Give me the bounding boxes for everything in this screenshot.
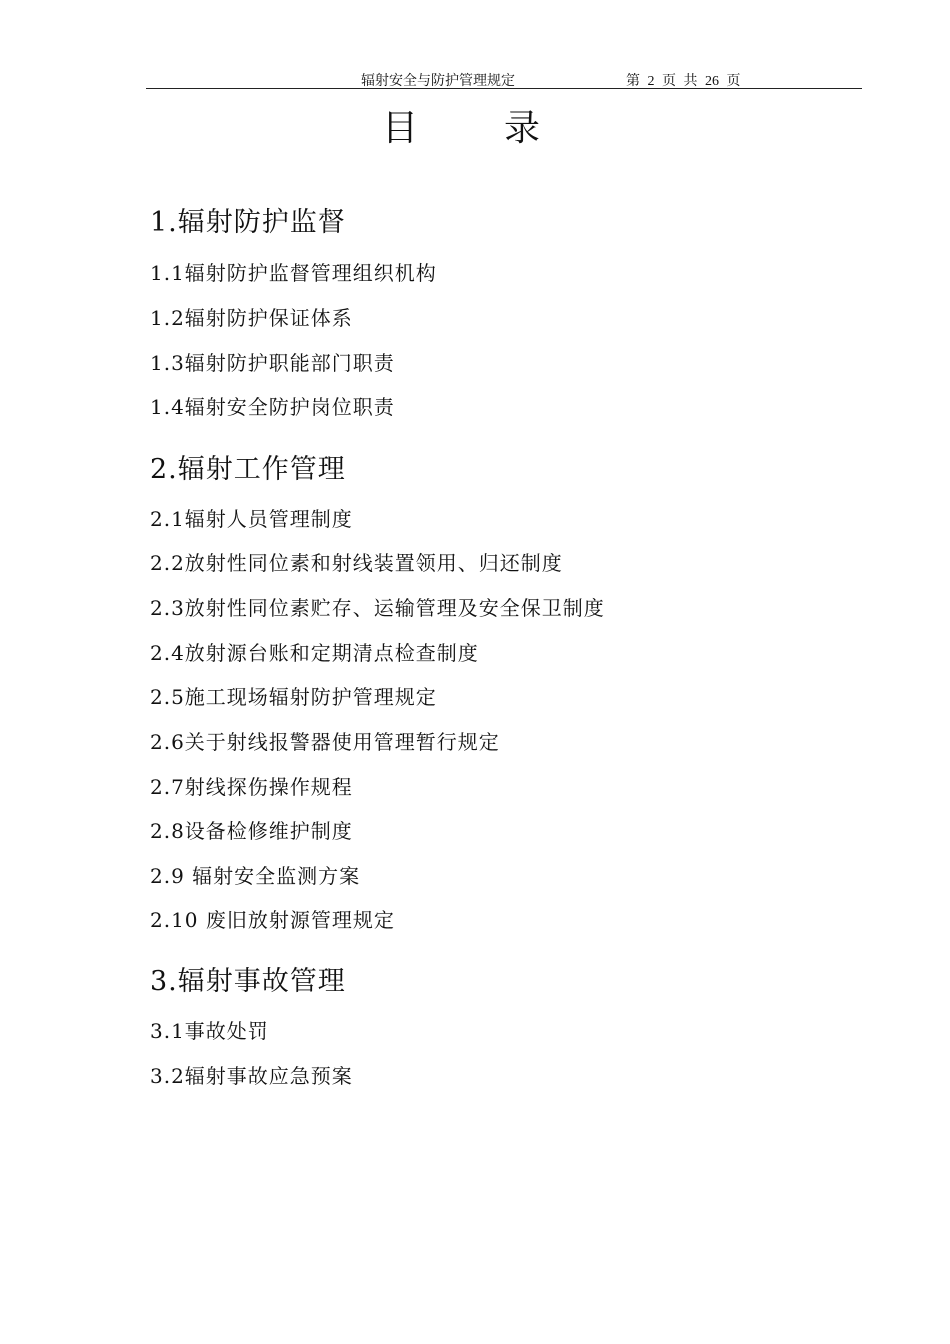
toc-section-3: 3.辐射事故管理 [150,966,346,997]
header-page-number: 第 2 页 共 26 页 [626,74,741,89]
toc-item-1-3: 1.3辐射防护职能部门职责 [150,351,395,375]
toc-item-2-8: 2.8设备检修维护制度 [150,819,353,843]
toc-section-2: 2.辐射工作管理 [150,454,346,485]
toc-item-2-2: 2.2放射性同位素和射线装置领用、归还制度 [150,551,563,575]
toc-item-1-4: 1.4辐射安全防护岗位职责 [150,395,395,419]
toc-item-1-1: 1.1辐射防护监督管理组织机构 [150,261,437,285]
toc-item-2-5: 2.5施工现场辐射防护管理规定 [150,685,437,709]
toc-title: 目录 [381,108,626,149]
toc-item-2-6: 2.6关于射线报警器使用管理暂行规定 [150,730,500,754]
toc-item-2-3: 2.3放射性同位素贮存、运输管理及安全保卫制度 [150,596,605,620]
toc-item-2-10: 2.10 废旧放射源管理规定 [150,908,395,932]
toc-item-2-4: 2.4放射源台账和定期清点检查制度 [150,641,479,665]
header-document-title: 辐射安全与防护管理规定 [361,74,515,89]
toc-item-1-2: 1.2辐射防护保证体系 [150,306,353,330]
toc-section-1: 1.辐射防护监督 [150,207,346,238]
page-header [146,68,862,89]
toc-item-2-7: 2.7射线探伤操作规程 [150,775,353,799]
toc-item-3-2: 3.2辐射事故应急预案 [150,1064,353,1088]
toc-item-2-1: 2.1辐射人员管理制度 [150,507,353,531]
toc-item-3-1: 3.1事故处罚 [150,1019,269,1043]
toc-item-2-9: 2.9 辐射安全监测方案 [150,864,361,888]
